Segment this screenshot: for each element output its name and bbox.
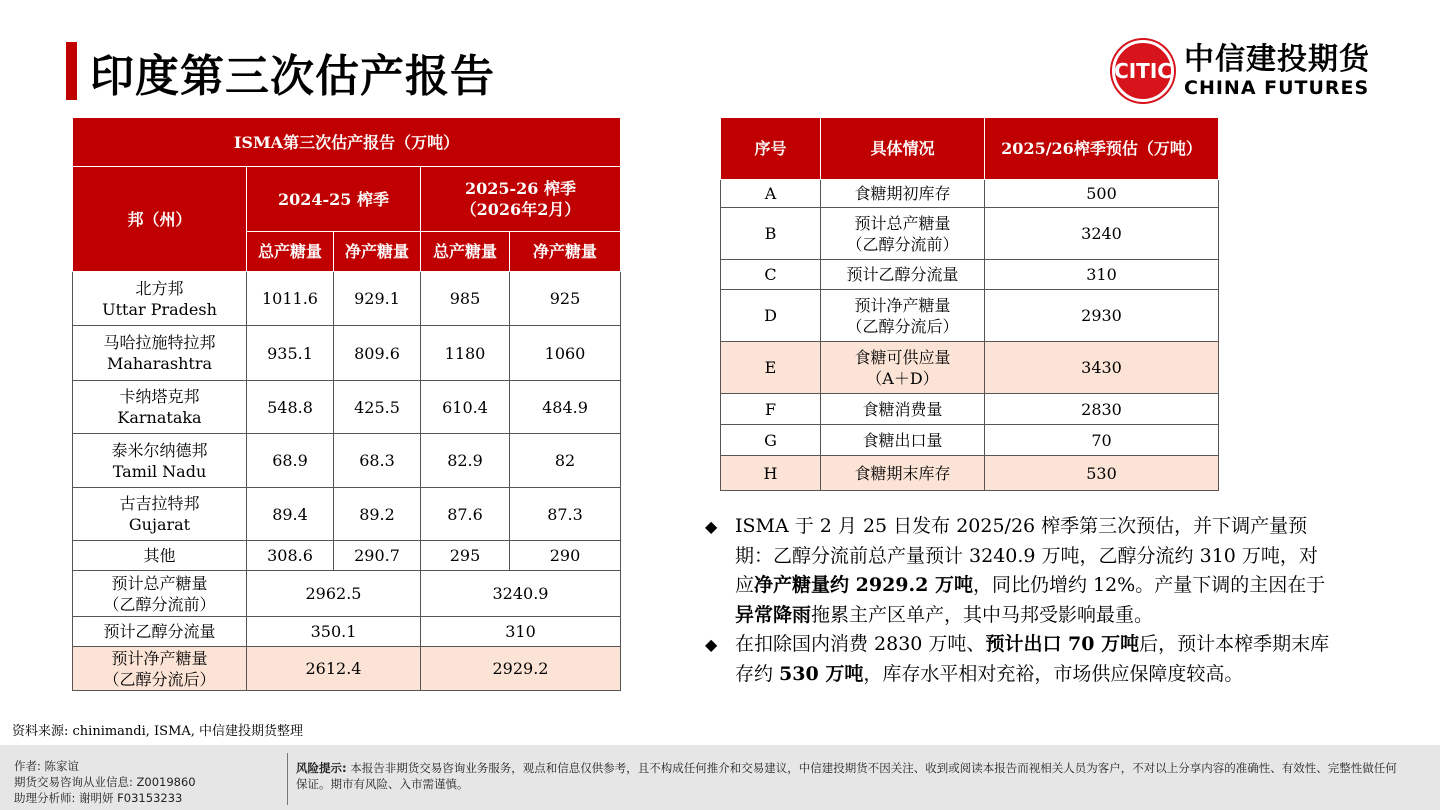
table-title: ISMA第三次估产报告（万吨） (73, 118, 621, 167)
total-label: 预计总产糖量 （乙醇分流前） (73, 571, 247, 617)
total-2024-25: 2612.4 (247, 647, 421, 691)
value-cell: 68.3 (334, 434, 421, 488)
state-cell: 泰米尔纳德邦 Tamil Nadu (73, 434, 247, 488)
row-detail: 食糖期末库存 (821, 456, 985, 491)
row-id: F (721, 394, 821, 425)
row-value: 310 (985, 260, 1219, 290)
value-cell: 985 (421, 272, 510, 326)
value-cell: 935.1 (247, 326, 334, 381)
table-row (73, 272, 621, 326)
col-estimate: 2025/26榨季预估（万吨） (985, 118, 1219, 180)
state-cell: 其他 (73, 541, 247, 571)
row-id: E (721, 342, 821, 394)
col-id: 序号 (721, 118, 821, 180)
sub-header: 总产糖量 (247, 232, 334, 272)
table-row (721, 260, 1219, 290)
season-2024-25: 2024-25 榨季 (247, 167, 421, 232)
logo-en: CHINA FUTURES (1184, 77, 1370, 99)
row-value: 70 (985, 425, 1219, 456)
row-detail: 预计净产糖量 （乙醇分流后） (821, 290, 985, 342)
value-cell: 1011.6 (247, 272, 334, 326)
diamond-bullet-icon: ◆ (705, 635, 718, 654)
total-2025-26: 2929.2 (421, 647, 621, 691)
table-row (721, 342, 1219, 394)
value-cell: 308.6 (247, 541, 334, 571)
table-row (73, 488, 621, 541)
row-value: 2930 (985, 290, 1219, 342)
value-cell: 82 (510, 434, 621, 488)
value-cell: 82.9 (421, 434, 510, 488)
total-row (73, 617, 621, 647)
row-id: B (721, 208, 821, 260)
value-cell: 1060 (510, 326, 621, 381)
value-cell: 425.5 (334, 381, 421, 434)
value-cell: 87.6 (421, 488, 510, 541)
title-accent-bar (66, 42, 77, 100)
total-label: 预计乙醇分流量 (73, 617, 247, 647)
table-row (721, 208, 1219, 260)
table-row (721, 425, 1219, 456)
row-id: C (721, 260, 821, 290)
bullet-2: ◆ 在扣除国内消费 2830 万吨、预计出口 70 万吨后，预计本榨季期末库存约 530 万吨，库存水平相对充裕，市场供应保障度较高。 (705, 630, 1330, 689)
table-row (73, 541, 621, 571)
row-detail: 预计总产糖量 （乙醇分流前） (821, 208, 985, 260)
value-cell: 1180 (421, 326, 510, 381)
total-2025-26: 310 (421, 617, 621, 647)
state-cell: 马哈拉施特拉邦 Maharashtra (73, 326, 247, 381)
col-detail: 具体情况 (821, 118, 985, 180)
row-id: A (721, 180, 821, 208)
license: 期货交易咨询从业信息: Z0019860 (14, 775, 196, 789)
value-cell: 925 (510, 272, 621, 326)
state-cell: 北方邦 Uttar Pradesh (73, 272, 247, 326)
author: 作者: 陈家谊 (14, 759, 80, 773)
total-2024-25: 350.1 (247, 617, 421, 647)
bullet-1: ◆ ISMA 于 2 月 25 日发布 2025/26 榨季第三次预估，并下调产量预期：乙醇分流前总产量预计 3240.9 万吨，乙醇分流约 310 万吨，对应净产糖量约 2929.2 万吨，同比仍增约 12%。产量下调的主因在于异常降雨拖累主产区单产，其中马邦受影响最重。 (705, 512, 1330, 630)
value-cell: 484.9 (510, 381, 621, 434)
table-row (721, 180, 1219, 208)
value-cell: 809.6 (334, 326, 421, 381)
value-cell: 290 (510, 541, 621, 571)
balance-sheet-table (720, 117, 1219, 491)
company-logo (1112, 40, 1370, 102)
value-cell: 548.8 (247, 381, 334, 434)
value-cell: 89.2 (334, 488, 421, 541)
footer-divider (287, 753, 288, 805)
row-value: 500 (985, 180, 1219, 208)
table-row (721, 290, 1219, 342)
row-value: 3240 (985, 208, 1219, 260)
sub-header: 总产糖量 (421, 232, 510, 272)
source-note: 资料来源: chinimandi, ISMA, 中信建投期货整理 (12, 724, 304, 739)
sub-header: 净产糖量 (510, 232, 621, 272)
page-title: 印度第三次估产报告 (90, 51, 495, 102)
analysis-bullets (705, 512, 1330, 689)
total-label: 预计净产糖量 （乙醇分流后） (73, 647, 247, 691)
logo-cn: 中信建投期货 (1184, 42, 1370, 77)
logo-emblem-icon: CITIC (1112, 40, 1174, 102)
value-cell: 89.4 (247, 488, 334, 541)
row-detail: 食糖出口量 (821, 425, 985, 456)
total-2025-26: 3240.9 (421, 571, 621, 617)
total-2024-25: 2962.5 (247, 571, 421, 617)
row-id: H (721, 456, 821, 491)
table-row (73, 326, 621, 381)
row-detail: 预计乙醇分流量 (821, 260, 985, 290)
row-detail: 食糖期初库存 (821, 180, 985, 208)
row-id: D (721, 290, 821, 342)
table-row (721, 456, 1219, 491)
isma-estimate-table (72, 117, 621, 691)
risk-disclaimer: 风险提示: 本报告非期货交易咨询业务服务，观点和信息仅供参考，且不构成任何推介和交易建议，中信建投期货不因关注、收到或阅读本报告而视相关人员为客户，不对以上分享内容的准确性、有效性、完整性做任何保证。期市有风险、入市需谨慎。 (296, 761, 1397, 791)
table-row (721, 394, 1219, 425)
footer (0, 745, 1440, 810)
table-row (73, 381, 621, 434)
assistant: 助理分析师: 谢明妍 F03153233 (14, 791, 183, 805)
row-detail: 食糖消费量 (821, 394, 985, 425)
season-2025-26: 2025-26 榨季 （2026年2月） (421, 167, 621, 232)
value-cell: 87.3 (510, 488, 621, 541)
diamond-bullet-icon: ◆ (705, 517, 718, 536)
value-cell: 290.7 (334, 541, 421, 571)
row-detail: 食糖可供应量 （A＋D） (821, 342, 985, 394)
col-state: 邦（州） (73, 167, 247, 272)
row-value: 3430 (985, 342, 1219, 394)
sub-header: 净产糖量 (334, 232, 421, 272)
total-row (73, 571, 621, 617)
value-cell: 929.1 (334, 272, 421, 326)
row-value: 2830 (985, 394, 1219, 425)
value-cell: 295 (421, 541, 510, 571)
row-id: G (721, 425, 821, 456)
row-value: 530 (985, 456, 1219, 491)
state-cell: 古吉拉特邦 Gujarat (73, 488, 247, 541)
value-cell: 610.4 (421, 381, 510, 434)
table-row (73, 434, 621, 488)
value-cell: 68.9 (247, 434, 334, 488)
total-row (73, 647, 621, 691)
state-cell: 卡纳塔克邦 Karnataka (73, 381, 247, 434)
